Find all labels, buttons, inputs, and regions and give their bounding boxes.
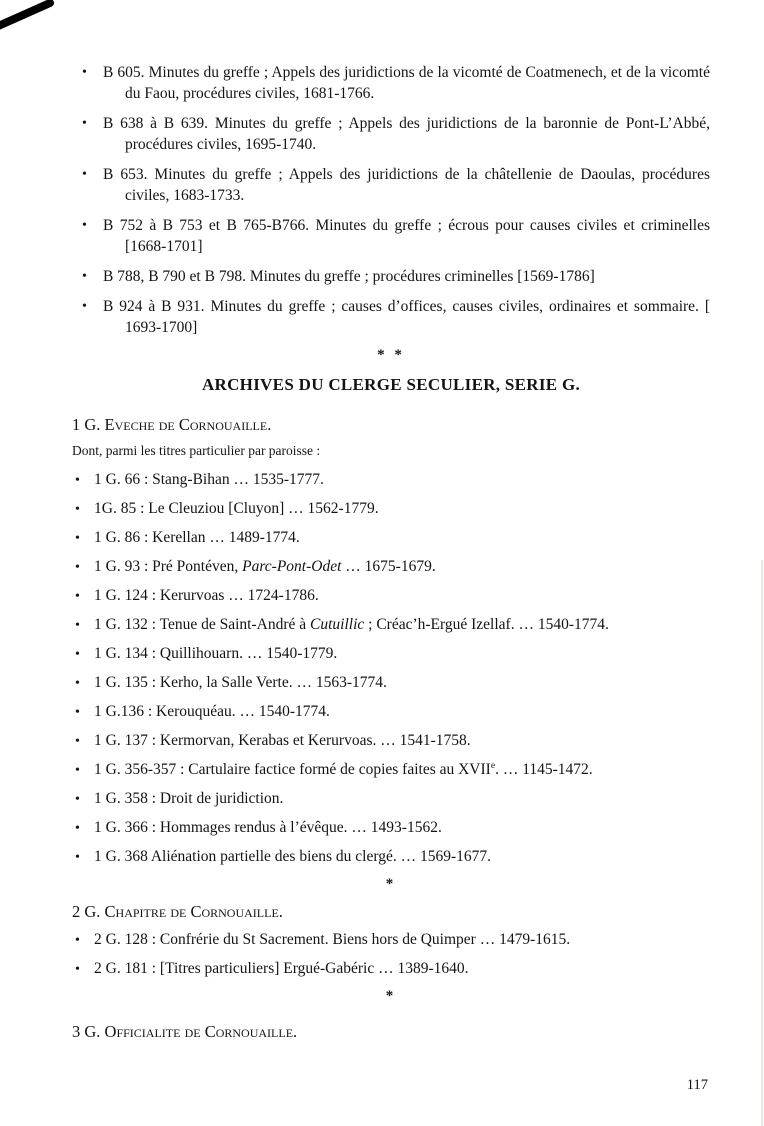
bullet-icon: •: [75, 531, 80, 546]
list-item: [75, 615, 710, 635]
bullet-icon: •: [82, 116, 87, 131]
section-2g: [72, 902, 710, 979]
section-separator-single-1: *: [385, 876, 397, 892]
list-item: [75, 499, 710, 519]
bullet-icon: •: [75, 618, 80, 633]
list-item: [75, 586, 710, 606]
g-list-chapitre: [75, 930, 710, 979]
list-item-text: B 924 à B 931. Minutes du greffe ; causes d’offices, causes civiles, ordinaires et sommaire. [ 1693-1700]: [103, 298, 710, 336]
bullet-icon: •: [82, 65, 87, 80]
g-list-eveche: [75, 470, 710, 867]
list-item: [75, 760, 710, 780]
list-item: [75, 930, 710, 950]
list-item-text: 1 G. 132 : Tenue de Saint-André à Cutuillic ; Créac’h-Ergué Izellaf. … 1540-1774.: [94, 616, 609, 633]
list-item-text: 1 G. 137 : Kermorvan, Kerabas et Kerurvoas. … 1541-1758.: [94, 732, 471, 749]
list-item-text: 1 G. 93 : Pré Pontéven, Parc-Pont-Odet … 1675-1679.: [94, 558, 436, 575]
section-separator-double: * *: [377, 347, 405, 363]
bullet-icon: •: [75, 502, 80, 517]
section-separator-single-2: *: [385, 988, 397, 1004]
list-item: [82, 296, 710, 338]
list-item: [75, 673, 710, 693]
list-item-text: 1 G. 134 : Quillihouarn. … 1540-1779.: [94, 645, 338, 662]
list-item: [82, 62, 710, 104]
bullet-icon: •: [75, 734, 80, 749]
bullet-icon: •: [75, 473, 80, 488]
list-item: [75, 789, 710, 809]
section-title-eveche: 1 G. Eveche de Cornouaille.: [72, 415, 272, 434]
page-content: [72, 62, 710, 1042]
bullet-icon: •: [82, 269, 87, 284]
list-item: [75, 818, 710, 838]
section-title-chapitre: 2 G. Chapitre de Cornouaille.: [72, 902, 283, 921]
list-item: [75, 847, 710, 867]
section-3g: [72, 1022, 710, 1042]
list-item: [75, 731, 710, 751]
bullet-icon: •: [75, 647, 80, 662]
list-item: [82, 113, 710, 155]
bullet-icon: •: [82, 167, 87, 182]
section-intro: Dont, parmi les titres particulier par paroisse :: [72, 443, 321, 458]
list-item: [82, 266, 710, 287]
list-item-text: 1 G. 66 : Stang-Bihan … 1535-1777.: [94, 471, 324, 488]
list-item-text: 1 G. 358 : Droit de juridiction.: [94, 790, 284, 807]
bullet-icon: •: [75, 962, 80, 977]
section-title-officialite: 3 G. Officialite de Cornouaille.: [72, 1022, 298, 1041]
list-item-text: 1 G. 368 Aliénation partielle des biens du clergé. … 1569-1677.: [94, 848, 492, 865]
b-series-list: [82, 62, 710, 338]
scan-artifact-corner-mark: [0, 0, 70, 34]
list-item-text: B 653. Minutes du greffe ; Appels des juridictions de la châtellenie de Daoulas, procédures civiles, 1683-1733.: [103, 166, 710, 204]
bullet-icon: •: [75, 763, 80, 778]
bullet-icon: •: [75, 676, 80, 691]
list-item-text: 1 G. 366 : Hommages rendus à l’évêque. … 1493-1562.: [94, 819, 442, 836]
list-item-text: 2 G. 128 : Confrérie du St Sacrement. Biens hors de Quimper … 1479-1615.: [94, 931, 571, 948]
bullet-icon: •: [75, 560, 80, 575]
list-item-text: 1 G. 86 : Kerellan … 1489-1774.: [94, 529, 300, 546]
list-item: [75, 644, 710, 664]
list-item: [75, 528, 710, 548]
list-item-text: B 788, B 790 et B 798. Minutes du greffe ; procédures criminelles [1569-1786]: [103, 268, 595, 285]
list-item: [75, 470, 710, 490]
scan-edge-line: [761, 560, 763, 1126]
bullet-icon: •: [75, 705, 80, 720]
page-heading: ARCHIVES DU CLERGE SECULIER, SERIE G.: [201, 375, 581, 394]
bullet-icon: •: [75, 821, 80, 836]
list-item-text: 1 G. 356-357 : Cartulaire factice formé de copies faites au XVIIe. … 1145-1472.: [94, 759, 593, 778]
list-item: [82, 215, 710, 257]
list-item-text: B 752 à B 753 et B 765-B766. Minutes du greffe ; écrous pour causes civiles et criminelles [1668-1701]: [103, 217, 710, 255]
bullet-icon: •: [75, 850, 80, 865]
list-item-text: B 605. Minutes du greffe ; Appels des juridictions de la vicomté de Coatmenech, et de la vicomté du Faou, procédures civiles, 1681-1766.: [103, 64, 710, 102]
bullet-icon: •: [82, 299, 87, 314]
list-item: [82, 164, 710, 206]
list-item-text: B 638 à B 639. Minutes du greffe ; Appels des juridictions de la baronnie de Pont-L’Abbé, procédures civiles, 1695-1740.: [103, 115, 710, 153]
list-item-text: 1 G. 135 : Kerho, la Salle Verte. … 1563-1774.: [94, 674, 387, 691]
list-item: [75, 959, 710, 979]
section-1g: [72, 415, 710, 867]
page-number: 117: [686, 1077, 708, 1093]
bullet-icon: •: [82, 218, 87, 233]
bullet-icon: •: [75, 792, 80, 807]
list-item-text: 2 G. 181 : [Titres particuliers] Ergué-Gabéric … 1389-1640.: [94, 960, 469, 977]
list-item-text: 1G. 85 : Le Cleuziou [Cluyon] … 1562-1779.: [94, 500, 379, 517]
list-item: [75, 702, 710, 722]
bullet-icon: •: [75, 589, 80, 604]
list-item: [75, 557, 710, 577]
list-item-text: 1 G.136 : Kerouquéau. … 1540-1774.: [94, 703, 330, 720]
list-item-text: 1 G. 124 : Kerurvoas … 1724-1786.: [94, 587, 319, 604]
bullet-icon: •: [75, 933, 80, 948]
